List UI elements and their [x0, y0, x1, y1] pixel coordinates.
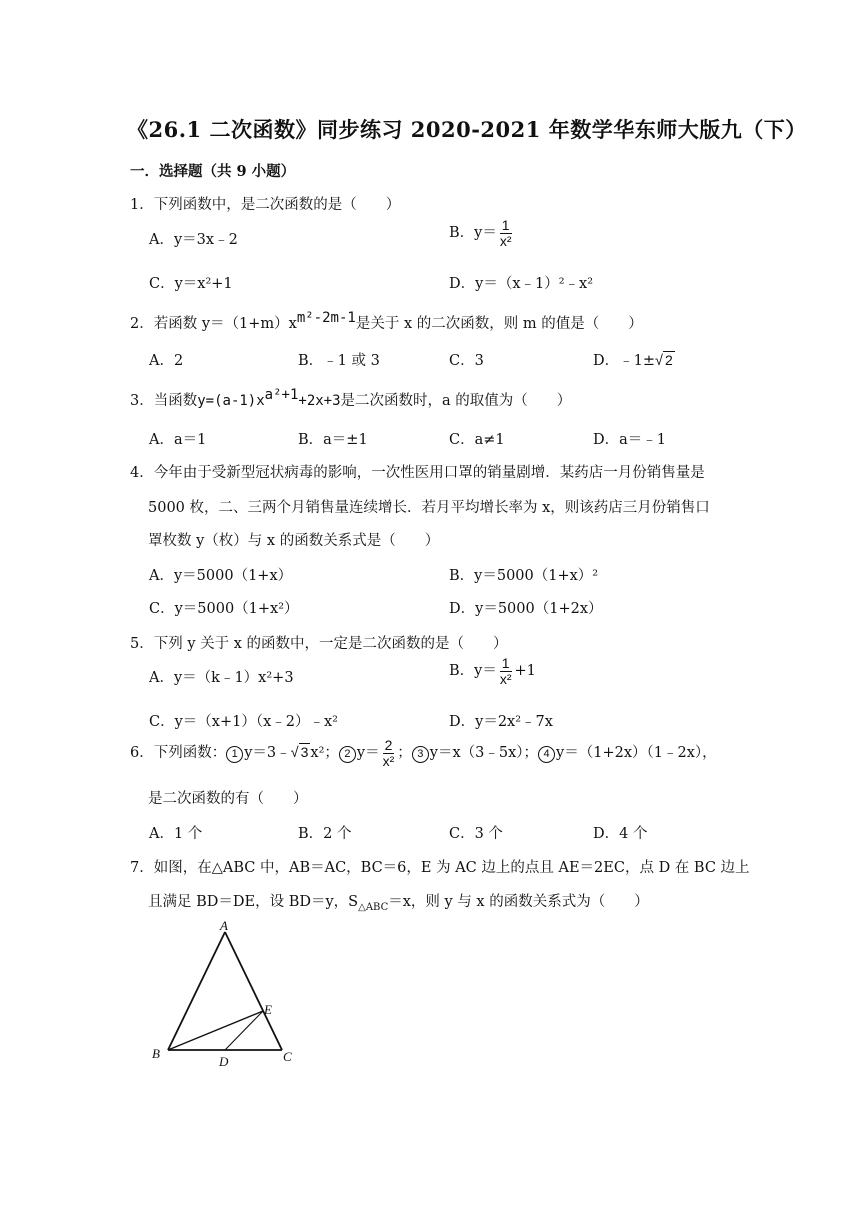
option-b-tail: +1: [514, 663, 536, 680]
fraction-numerator: 1: [501, 655, 510, 671]
question-4-line-3: 罩枚数 y（枚）与 x 的函数关系式是（ ）: [148, 533, 440, 549]
question-4-option-a: A．y＝5000（1+x）: [149, 568, 293, 584]
fraction-denominator: x²: [499, 670, 512, 687]
question-6-option-d: D．4 个: [593, 826, 648, 842]
question-5-option-c: C．y＝（x+1）（x﹣2）﹣x²: [149, 714, 338, 730]
question-7-line-1: 7．如图，在△ABC 中，AB＝AC，BC＝6，E 为 AC 边上的点且 AE＝2EC，点 D 在 BC 边上: [130, 860, 750, 876]
circled-number-3: 3: [412, 746, 429, 763]
circled-number-2: 2: [339, 746, 356, 763]
stem-part-a: 3．当函数: [130, 393, 198, 409]
function-1-a: y＝3﹣: [244, 745, 291, 762]
question-2-option-d: [593, 349, 675, 370]
fraction: [498, 218, 514, 248]
fraction: [381, 738, 397, 768]
question-6-option-a: A．1 个: [149, 826, 203, 842]
question-1-option-b: [449, 218, 515, 248]
triangle-figure: [140, 915, 310, 1075]
question-4-line-2: 5000 枚，二、三两个月销售量连续增长．若月平均增长率为 x，则该药店三月份销售口: [148, 500, 710, 516]
label-c: C: [283, 1049, 292, 1064]
stem-part-a: 6．下列函数：: [130, 745, 227, 762]
sqrt: √ 3: [290, 744, 309, 762]
circled-number-1: 1: [226, 746, 243, 763]
question-1-option-d: D．y＝（x﹣1）²﹣x²: [449, 276, 594, 292]
function-2-a: y＝: [356, 745, 380, 762]
fraction: [498, 656, 514, 686]
function-expression-tail: +2x+3: [298, 393, 341, 409]
side-ac: [225, 932, 282, 1050]
function-2-b: ；: [397, 745, 412, 762]
question-7-line-2: [148, 890, 649, 911]
line-2-part-a: 且满足 BD＝DE，设 BD＝y，S: [148, 894, 359, 910]
question-6-option-b: B．2 个: [298, 826, 352, 842]
exponent: a²+1: [264, 387, 299, 404]
question-1-stem: 1．下列函数中，是二次函数的是（ ）: [130, 197, 401, 213]
page-title: 《26.1 二次函数》同步练习 2020-2021 年数学华东师大版九（下）: [127, 117, 807, 142]
question-2-option-c: C．3: [449, 353, 484, 369]
question-5-option-b: [449, 656, 536, 686]
stem-part-a: 2．若函数 y＝（1+m）x: [130, 316, 297, 332]
question-1-option-c: C．y＝x²+1: [149, 276, 233, 292]
label-e: E: [264, 1002, 272, 1017]
question-4-option-b: B．y＝5000（1+x）²: [449, 568, 599, 584]
exponent: m²-2m-1: [296, 310, 356, 327]
line-2-part-b: ＝x，则 y 与 x 的函数关系式为（ ）: [388, 894, 649, 910]
question-2-option-a: A．2: [149, 353, 184, 369]
fraction-denominator: x²: [382, 752, 395, 769]
option-b-prefix: B．y＝: [449, 663, 497, 680]
side-ab: [168, 932, 225, 1050]
function-4: y＝（1+2x）（1﹣2x），: [556, 745, 717, 762]
question-4-line-1: 4．今年由于受新型冠状病毒的影响，一次性医用口罩的销量剧增．某药店一月份销售量是: [130, 465, 705, 481]
question-6-option-c: C．3 个: [449, 826, 503, 842]
stem-part-b: 是关于 x 的二次函数，则 m 的值是（ ）: [355, 316, 643, 332]
option-d-prefix: D．﹣1±: [593, 353, 656, 369]
question-6-line-2: 是二次函数的有（ ）: [148, 791, 308, 807]
radicand: 2: [664, 352, 673, 368]
function-1-b: x²；: [310, 745, 339, 762]
question-3-option-c: C．a≠1: [449, 432, 505, 448]
option-b-prefix: B．y＝: [449, 225, 497, 242]
area-subscript: △ABC: [358, 901, 389, 913]
question-5-stem: 5．下列 y 关于 x 的函数中，一定是二次函数的是（ ）: [130, 636, 508, 652]
stem-part-b: 是二次函数时，a 的取值为（ ）: [340, 393, 572, 409]
function-expression: y=(a-1)x: [197, 393, 265, 409]
radicand: 3: [300, 744, 309, 761]
segment-be: [168, 1011, 263, 1050]
question-2-stem: [130, 312, 643, 333]
segment-de: [225, 1011, 263, 1050]
question-3-stem: [130, 389, 571, 410]
question-5-option-a: A．y＝（k﹣1）x²+3: [149, 670, 294, 686]
question-4-option-c: C．y＝5000（1+x²）: [149, 601, 299, 617]
label-a: A: [220, 918, 228, 933]
label-b: B: [152, 1046, 160, 1061]
question-3-option-d: D．a＝﹣1: [593, 432, 666, 448]
function-3: y＝x（3﹣5x）；: [429, 745, 539, 762]
label-d: D: [219, 1054, 229, 1069]
circled-number-4: 4: [538, 746, 555, 763]
question-3-option-b: B．a＝±1: [298, 432, 368, 448]
fraction-numerator: 1: [501, 217, 510, 233]
section-heading: 一．选择题（共 9 小题）: [130, 163, 296, 180]
question-3-option-a: A．a＝1: [149, 432, 207, 448]
sqrt: √ 2: [655, 352, 673, 369]
question-6-stem: [130, 738, 717, 768]
question-4-option-d: D．y＝5000（1+2x）: [449, 601, 603, 617]
fraction-numerator: 2: [384, 737, 393, 753]
question-5-option-d: D．y＝2x²﹣7x: [449, 714, 553, 730]
question-2-option-b: B．﹣1 或 3: [298, 353, 380, 369]
fraction-denominator: x²: [499, 232, 512, 249]
question-1-option-a: A．y＝3x﹣2: [149, 232, 238, 248]
